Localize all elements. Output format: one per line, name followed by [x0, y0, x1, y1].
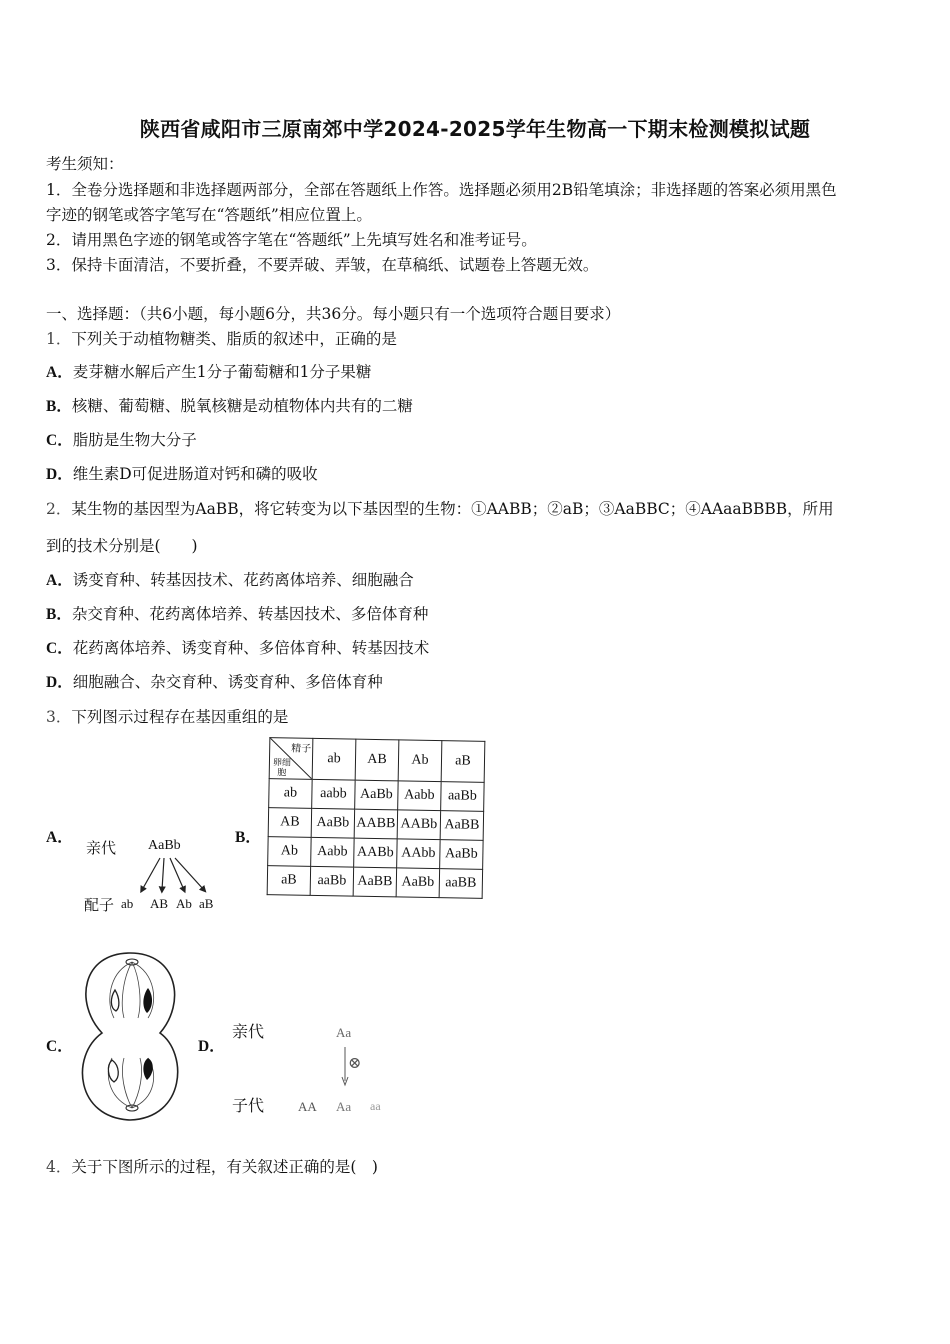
row-header-cell: Ab: [268, 837, 311, 867]
genotype-cell: AaBB: [353, 867, 396, 897]
q1-option-c: C．脂肪是生物大分子: [46, 431, 197, 449]
gamete: ab: [121, 896, 134, 911]
row-header-cell: aB: [267, 866, 310, 896]
gamete-formation-diagram: [80, 832, 230, 917]
header-cell: AB: [355, 739, 399, 781]
notice-item-3: 3．保持卡面清洁，不要折叠，不要弄破、弄皱，在草稿纸、试题卷上答题无效。: [46, 256, 599, 274]
notice-item-2: 2．请用黑色字迹的钢笔或答字笔在“答题纸”上先填写姓名和准考证号。: [46, 231, 537, 249]
header-cell: Ab: [398, 740, 442, 782]
genotype-cell: aaBb: [441, 782, 484, 812]
offspring-genotype: Aa: [336, 1099, 352, 1114]
dividing-cell-diagram: [68, 948, 193, 1128]
punnett-square: [267, 737, 486, 899]
row-header-cell: AB: [268, 808, 311, 838]
genotype-cell: AaBb: [396, 868, 439, 898]
question-number: 4．: [46, 1158, 72, 1176]
offspring-label: 子代: [232, 1096, 265, 1115]
parent-genotype: Aa: [336, 1025, 352, 1040]
question-number: 1．: [46, 330, 72, 348]
q1-option-a: A．麦芽糖水解后产生1分子葡萄糖和1分子果糖: [46, 363, 372, 381]
genotype-cell: aaBB: [439, 869, 482, 899]
q3-option-a-key: A．: [46, 829, 73, 846]
question-stem: 某生物的基因型为AaBB，将它转变为以下基因型的生物：①AABB；②aB；③AaBBC；④AAaaBBBB，所用: [71, 500, 834, 518]
question-3: [46, 705, 288, 727]
offspring-genotype: AA: [298, 1099, 317, 1114]
question-number: 2．: [46, 500, 72, 518]
genotype-cell: aaBb: [310, 866, 353, 896]
q2-option-b: B．杂交育种、花药离体培养、转基因技术、多倍体育种: [46, 605, 429, 623]
q1-option-d: D．维生素D可促进肠道对钙和磷的吸收: [46, 465, 318, 483]
genotype-cell: AABB: [354, 809, 397, 839]
genotype-cell: AABb: [354, 838, 397, 868]
q3-option-d-key: D．: [198, 1038, 225, 1055]
notice-item-1-cont: 字迹的钢笔或答字笔写在“答题纸”相应位置上。: [46, 206, 372, 224]
genotype-cell: AABb: [397, 810, 440, 840]
question-number: 3．: [46, 708, 72, 726]
notice-heading: 考生须知：: [46, 155, 124, 173]
egg-label: 卵细胞: [272, 757, 292, 778]
q1-option-b: B．核糖、葡萄糖、脱氧核糖是动植物体内共有的二糖: [46, 397, 413, 415]
parent-label: 亲代: [86, 839, 117, 857]
q2-option-c: C．花药离体培养、诱变育种、多倍体育种、转基因技术: [46, 639, 430, 657]
parent-genotype: AaBb: [148, 838, 181, 853]
parent-label: 亲代: [232, 1022, 265, 1041]
question-4: [46, 1155, 378, 1177]
row-header-cell: ab: [269, 779, 312, 809]
header-cell: ab: [312, 738, 356, 780]
offspring-genotype: aa: [370, 1099, 381, 1113]
question-stem: 下列关于动植物糖类、脂质的叙述中，正确的是: [71, 330, 397, 348]
selfing-diagram: [230, 1015, 400, 1120]
page-title: 陕西省咸阳市三原南郊中学2024-2025学年生物高一下期末检测模拟试题: [139, 117, 811, 141]
genotype-cell: AAbb: [397, 839, 440, 869]
header-cell: aB: [441, 741, 485, 783]
self-cross-symbol: ⊗: [348, 1053, 362, 1072]
genotype-cell: aabb: [312, 779, 355, 809]
q3-option-b-key: B．: [235, 829, 261, 846]
genotype-cell: Aabb: [398, 781, 441, 811]
sperm-label: 精子: [291, 743, 312, 755]
q3-option-c-key: C．: [46, 1038, 73, 1055]
question-1: [46, 327, 397, 349]
q2-option-a: A．诱变育种、转基因技术、花药离体培养、细胞融合: [46, 571, 414, 589]
genotype-cell: Aabb: [311, 837, 354, 867]
gamete: Ab: [176, 896, 192, 911]
genotype-cell: AaBB: [440, 811, 483, 841]
corner-cell: [269, 738, 313, 780]
gamete: aB: [199, 896, 214, 911]
gamete: AB: [150, 896, 169, 911]
section-heading: 一、选择题：（共6小题，每小题6分，共36分。每小题只有一个选项符合题目要求）: [46, 305, 621, 323]
genotype-cell: AaBb: [311, 808, 354, 838]
gamete-label: 配子: [84, 896, 115, 914]
q2-option-d: D．细胞融合、杂交育种、诱变育种、多倍体育种: [46, 673, 383, 691]
question-stem: 关于下图所示的过程，有关叙述正确的是( ): [71, 1158, 378, 1176]
question-2-cont: 到的技术分别是( ): [46, 537, 198, 555]
notice-item-1: 1．全卷分选择题和非选择题两部分，全部在答题纸上作答。选择题必须用2B铅笔填涂；非选择题的答案必须用黑色: [46, 181, 837, 199]
genotype-cell: AaBb: [355, 780, 398, 810]
question-stem: 下列图示过程存在基因重组的是: [71, 708, 289, 726]
genotype-cell: AaBb: [440, 840, 483, 870]
question-2: [46, 497, 834, 519]
